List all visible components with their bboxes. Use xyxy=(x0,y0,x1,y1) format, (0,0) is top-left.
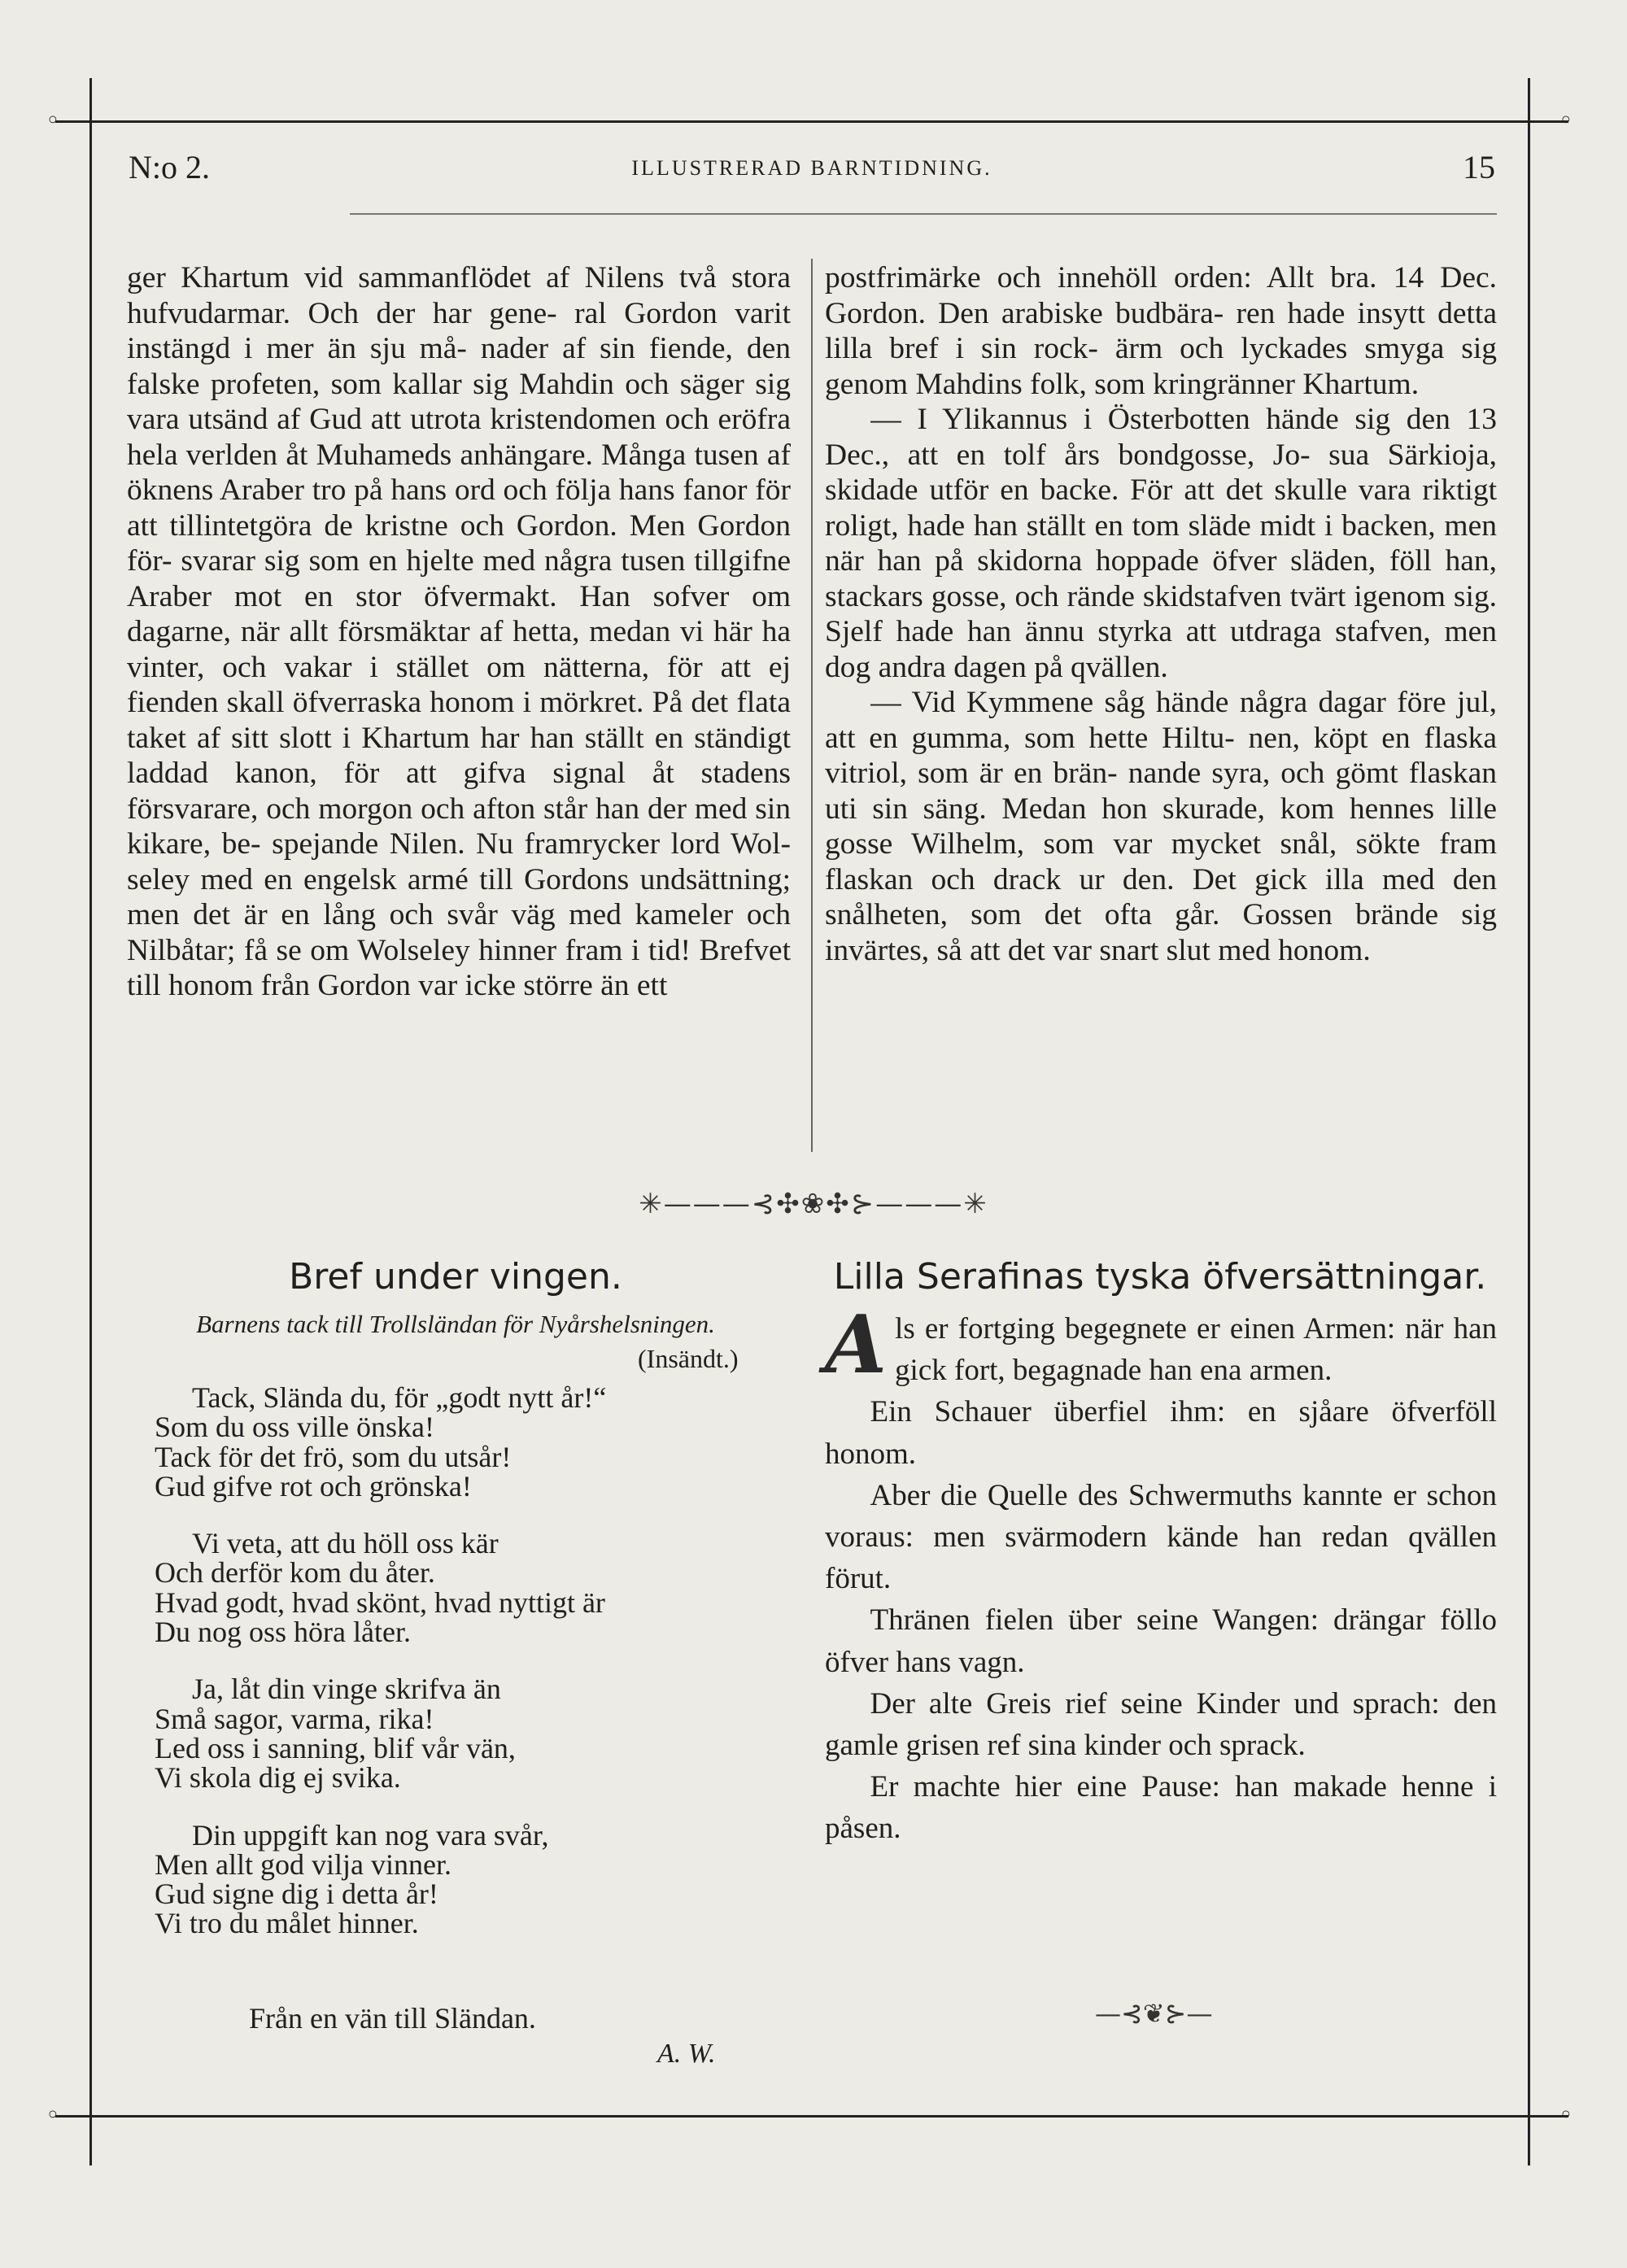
text-line: stället om nätterna, för att ej fienden skall xyxy=(127,650,791,719)
text-line: slut med honom. xyxy=(1166,933,1371,967)
article-paragraph xyxy=(825,260,1497,402)
text-line: ral Gordon varit instängd i mer än sju må- xyxy=(127,296,792,365)
translation-paragraph xyxy=(825,1766,1497,1849)
end-ornament-icon: —⊰❦⊱— xyxy=(1095,1998,1213,2029)
paragraph-text: Aber die Quelle des Schwermuths kannte er schon voraus: men svärmodern kände han redan qvällen förut. xyxy=(825,1478,1497,1596)
text-line: och afton står han der med sin kikare, be- xyxy=(127,792,791,861)
header-rule xyxy=(350,213,1497,215)
text-line: ord och följa hans fanor för att tillintetgöra xyxy=(127,473,791,543)
text-line: öfverraska honom i mörkret. På det flata xyxy=(292,686,791,719)
translation-paragraph xyxy=(825,1599,1497,1682)
text-line: postfrimärke och innehöll orden: Allt bra. xyxy=(825,261,1377,294)
poem-body xyxy=(155,1383,789,1939)
translation-paragraph xyxy=(825,1475,1497,1600)
submitted-note: (Insändt.) xyxy=(638,1344,739,1373)
translations-title: Lilla Serafinas tyska öfversättningar. xyxy=(833,1256,1487,1298)
article-right-column xyxy=(825,260,1497,968)
news-item-kymmene xyxy=(825,685,1497,968)
text-line: nader af sin fiende, den falske profeten, xyxy=(127,332,791,401)
article-paragraph xyxy=(127,260,791,1004)
text-line: undsättning; men det är en lång och svår xyxy=(127,862,792,931)
text-line: 14 Dec. Gordon. Den arabiske budbära- xyxy=(825,261,1497,330)
poem-line: Vi skola dig ej svika. xyxy=(155,1761,401,1795)
text-line: seley med en engelsk armé till Gordons xyxy=(127,862,630,896)
text-line: Medan hon skurade, kom hennes lille gosse xyxy=(825,792,1498,861)
text-line: väg med kameler och Nilbåtar; få se om xyxy=(127,898,791,967)
column-divider xyxy=(811,259,813,1152)
poem-stanza xyxy=(155,1673,789,1795)
corner-ornament-icon: ◦ xyxy=(1559,107,1573,135)
frame-top-rule xyxy=(55,120,1568,123)
poem-line: Din uppgift kan nog vara svår, xyxy=(192,1818,549,1851)
section-ornament-icon: ✳———⊰✣❀✣⊱———✳ xyxy=(639,1188,988,1220)
text-line: brände sig invärtes, så att det var snart xyxy=(825,898,1497,967)
poem-line: Som du oss ville önska! xyxy=(155,1411,435,1444)
text-line: nande syra, och gömt flaskan uti sin säng. xyxy=(825,757,1498,826)
text-line: honom från Gordon var icke större än ett xyxy=(168,969,668,1002)
poem-line: Du nog oss höra låter. xyxy=(155,1616,411,1649)
text-line: sua Särkioja, skidade utför en backe. För xyxy=(825,438,1497,507)
poem-line: Tack för det frö, som du utsår! xyxy=(155,1440,512,1473)
poem-line: Vi tro du målet hinner. xyxy=(155,1907,419,1940)
paragraph-text: ls er fortging begegnete er einen Armen: när han gick fort, begagnade han ena armen. xyxy=(895,1312,1497,1388)
article-left-column xyxy=(127,260,791,1004)
poem-title: Bref under vingen. xyxy=(289,1256,622,1298)
paragraph-text: Er machte hier eine Pause: han makade henne i påsen. xyxy=(825,1770,1497,1846)
text-line: — Vid Kymmene såg hände några dagar xyxy=(870,686,1386,719)
frame-bottom-rule xyxy=(55,2115,1568,2118)
text-line: signal åt stadens försvarare, och morgon xyxy=(127,757,791,826)
text-line: tvärt igenom sig. Sjelf hade han ännu styrka xyxy=(825,579,1497,648)
text-line: Många tusen af öknens Araber tro på hans xyxy=(127,438,791,507)
text-line: folk, som kringränner Khartum. xyxy=(1030,367,1420,401)
text-line: han, stackars gosse, och rände skidstafven xyxy=(825,544,1498,613)
text-line: på qvällen. xyxy=(1034,650,1168,684)
poem-line: Gud gifve rot och grönska! xyxy=(155,1469,472,1503)
corner-ornament-icon: ◦ xyxy=(1559,2101,1573,2130)
poem-stanza xyxy=(155,1383,789,1501)
poem-line: Ja, låt din vinge skrifva än xyxy=(192,1673,501,1706)
poem-line: Och derför kom du åter. xyxy=(155,1556,435,1590)
corner-ornament-icon: ◦ xyxy=(46,107,60,135)
paragraph-text: Ein Schauer überfiel ihm: en sjåare öfverföll honom. xyxy=(825,1395,1497,1471)
text-line: ställt en tom släde midt i backen, men när xyxy=(825,508,1497,578)
paragraph-text: Der alte Greis rief seine Kinder und sprach: den gamle grisen ref sina kinder och sprack. xyxy=(825,1686,1497,1763)
poem-signoff: Från en vän till Sländan. xyxy=(249,2002,536,2035)
text-line: Wilhelm, som var mycket snål, sökte fram xyxy=(911,827,1497,861)
text-line: flaskan och drack ur den. Det gick illa med xyxy=(825,862,1435,896)
poem-signature: A. W. xyxy=(657,2039,716,2069)
text-line: taket af sitt slott i Khartum har han ställt xyxy=(127,721,644,755)
frame-left-rule xyxy=(89,78,92,2166)
text-line: de kristne och Gordon. Men Gordon för- xyxy=(127,508,792,578)
poem-line: Vi veta, att du höll oss kär xyxy=(192,1527,499,1560)
drop-cap: A xyxy=(825,1298,888,1392)
poem-line: Tack, Slända du, för „godt nytt år!“ xyxy=(192,1381,607,1414)
text-line: den 13 Dec., att en tolf års bondgosse, Jo- xyxy=(825,403,1497,472)
text-line: nen, köpt en flaska vitriol, som är en brän- xyxy=(825,721,1497,790)
text-line: att det skulle vara riktigt roligt, hade han xyxy=(825,473,1498,543)
corner-ornament-icon: ◦ xyxy=(46,2101,60,2130)
text-line: att utdraga stafven, men dog andra dagen xyxy=(825,615,1498,684)
publication-title: ILLUSTRERAD BARNTIDNING. xyxy=(631,156,992,180)
text-line: den snålheten, som det ofta går. Gossen xyxy=(825,862,1498,931)
paragraph-text: Thränen fielen über seine Wangen: drängar föllo öfver hans vagn. xyxy=(825,1603,1497,1679)
news-item-ylikannus xyxy=(825,402,1497,685)
poem-line: Små sagor, varma, rika! xyxy=(155,1702,434,1735)
text-line: ger Khartum vid sammanflödet af Nilens xyxy=(127,261,665,294)
text-line: utsänd af Gud att utrota kristendomen och xyxy=(188,403,709,436)
poem-line: Hvad godt, hvad skönt, hvad nyttigt är xyxy=(155,1585,605,1619)
text-line: två stora hufvudarmar. Och der har gene- xyxy=(127,261,791,330)
text-line: en ständigt laddad kanon, för att gifva xyxy=(127,721,791,790)
text-line: Wolseley hinner fram i tid! Brefvet till xyxy=(127,933,792,1002)
text-line: före jul, att en gumma, som hette Hiltu- xyxy=(825,686,1498,755)
poem-line: Led oss i sanning, blif vår vän, xyxy=(155,1731,516,1764)
translations-body xyxy=(825,1298,1497,1850)
text-line: sofver om dagarne, när allt försmäktar af xyxy=(127,579,792,648)
poem-subtitle: Barnens tack till Trollsländan för Nyårshelsningen. xyxy=(196,1310,715,1338)
poem-stanza xyxy=(155,1818,789,1940)
poem-stanza xyxy=(155,1527,789,1649)
frame-right-rule xyxy=(1528,78,1530,2166)
running-header xyxy=(129,145,1495,194)
poem-line: Gud signe dig i detta år! xyxy=(155,1878,438,1911)
text-line: ren hade insytt detta lilla bref i sin rock- xyxy=(825,296,1497,365)
poem-line: Men allt god vilja vinner. xyxy=(155,1847,451,1881)
text-line: ärm och lyckades smyga sig genom Mahdins xyxy=(825,332,1497,401)
translation-paragraph xyxy=(825,1683,1497,1766)
translation-paragraph xyxy=(825,1391,1497,1474)
text-line: han på skidorna hoppade öfver släden, föll xyxy=(877,544,1432,578)
translation-paragraph xyxy=(825,1298,1497,1392)
issue-number: N:o 2. xyxy=(129,149,210,185)
page-number: 15 xyxy=(1463,149,1495,185)
text-line: — I Ylikannus i Österbotten hände sig xyxy=(870,403,1391,436)
text-line: som kallar sig Mahdin och säger sig vara xyxy=(127,367,791,436)
text-line: svarar sig som en hjelte med några tusen xyxy=(181,544,686,578)
text-line: eröfra hela verlden åt Muhameds anhängare. xyxy=(127,403,792,472)
text-line: tillgifne Araber mot en stor öfvermakt. Han xyxy=(127,544,792,613)
text-line: hetta, medan vi här ha vinter, och vakar i xyxy=(127,615,792,684)
text-line: spejande Nilen. Nu framrycker lord Wol- xyxy=(272,827,792,861)
